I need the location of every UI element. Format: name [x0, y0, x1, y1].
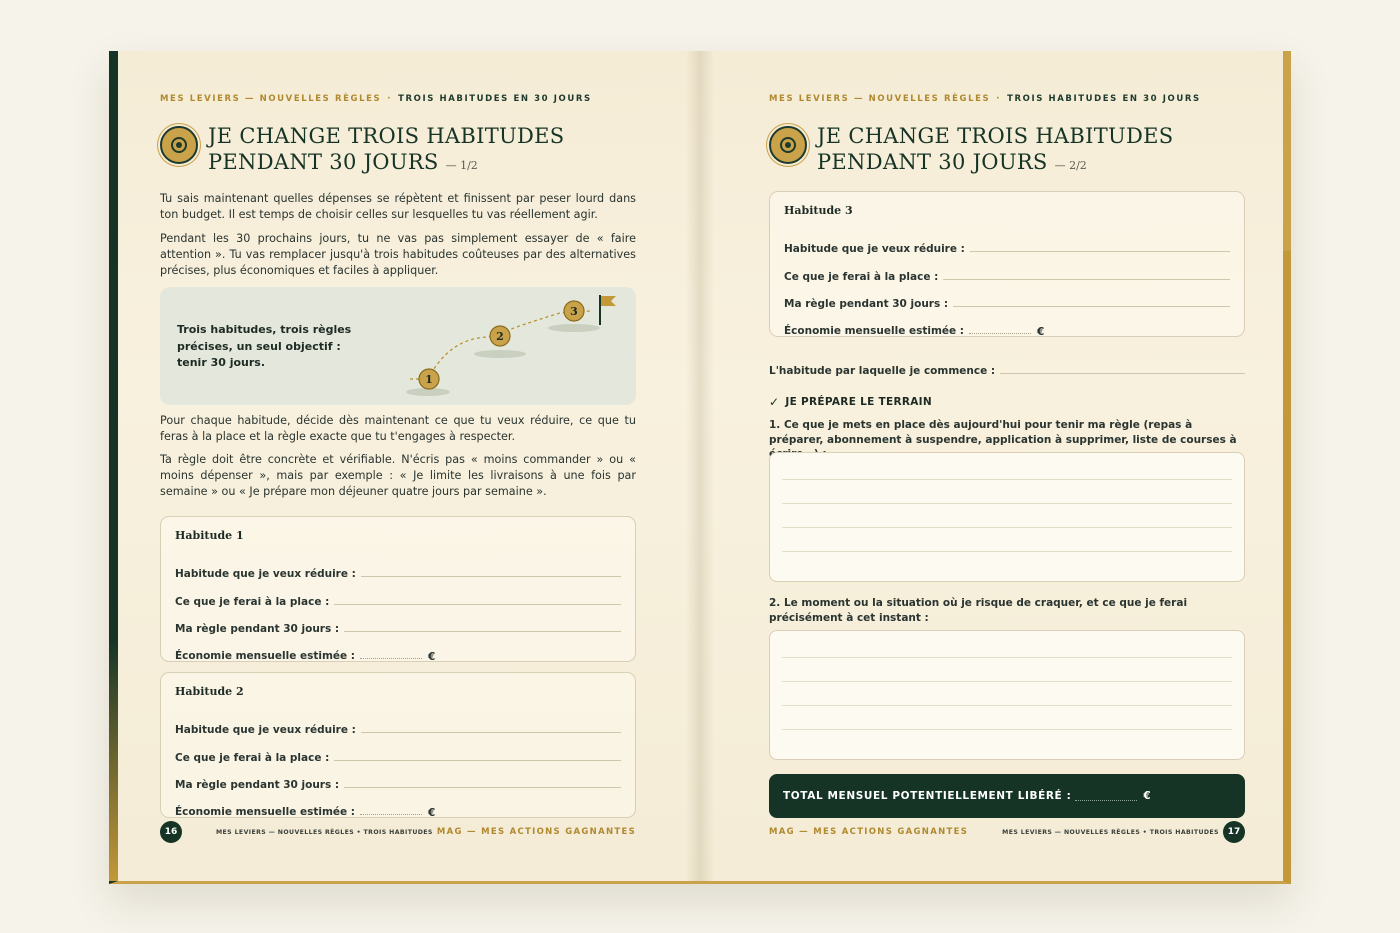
habit-rule-field[interactable]: Ma règle pendant 30 jours :	[784, 284, 1230, 311]
running-head-topic: TROIS HABITUDES EN 30 JOURS	[398, 94, 592, 104]
habit-instead-field[interactable]: Ce que je ferai à la place :	[175, 581, 621, 608]
step-3-label: 3	[570, 305, 578, 318]
spine-accent	[109, 641, 118, 881]
intro-paragraph: Tu sais maintenant quelles dépenses se répètent et finissent par peser lourd dans ton budget. Il est temps de choisir celles sur lesquelles tu vas réellement agir.	[160, 192, 636, 222]
page-fraction: — 1/2	[445, 159, 478, 172]
habit-rule-field[interactable]: Ma règle pendant 30 jours :	[175, 609, 621, 636]
habit-reduce-field[interactable]: Habitude que je veux réduire :	[175, 554, 621, 581]
question-2: 2. Le moment ou la situation où je risque de craquer, et ce que je ferai précisément à cet instant :	[769, 597, 1188, 624]
total-label: TOTAL MENSUEL POTENTIELLEMENT LIBÉRÉ :	[783, 790, 1072, 802]
habit-reduce-field[interactable]: Habitude que je veux réduire :	[175, 710, 621, 737]
page-footer	[160, 821, 636, 843]
total-currency: €	[1143, 790, 1152, 802]
habit-reduce-field[interactable]: Habitude que je veux réduire :	[784, 229, 1230, 256]
footer-magazine: MAG — MES ACTIONS GAGNANTES	[436, 827, 636, 837]
step-2-label: 2	[496, 330, 504, 343]
habit-card-title: Habitude 2	[175, 685, 244, 698]
habit-instead-field[interactable]: Ce que je ferai à la place :	[784, 256, 1230, 283]
habit-card-3	[769, 191, 1245, 337]
running-head: MES LEVIERS — NOUVELLES RÈGLES · TROIS HABITUDES EN 30 JOURS	[160, 94, 592, 104]
left-page	[109, 51, 700, 884]
book-spread	[109, 51, 1291, 884]
rule-paragraph: Ta règle doit être concrète et vérifiable. N'écris pas « moins commander » ou « moins dépenser », mais par exemple : « Je limite les livraisons à une fois par semaine » ou « Je prépare mon déjeuner quatre jours par semaine ».	[160, 453, 636, 499]
footer-section: MES LEVIERS — NOUVELLES RÈGLES • TROIS HABITUDES	[1002, 828, 1219, 836]
target-icon	[160, 126, 198, 164]
checkmark-icon: ✓	[769, 395, 780, 409]
running-head-section: MES LEVIERS — NOUVELLES RÈGLES	[160, 94, 382, 104]
running-head-topic: TROIS HABITUDES EN 30 JOURS	[1007, 94, 1201, 104]
running-head-section: MES LEVIERS — NOUVELLES RÈGLES	[769, 94, 991, 104]
page-title-block	[160, 123, 564, 179]
page-title-block	[769, 123, 1173, 179]
total-banner[interactable]	[769, 774, 1245, 818]
habit-rule-field[interactable]: Ma règle pendant 30 jours :	[175, 765, 621, 792]
question-1: 1. Ce que je mets en place dès aujourd'hui pour tenir ma règle (repas à préparer, abonnement à suspendre, application à supprimer, liste de courses à	[769, 419, 1237, 446]
page-number: 17	[1223, 821, 1245, 843]
habit-card-title: Habitude 3	[784, 204, 853, 217]
step-path-graphic	[160, 287, 636, 405]
habit-card-title: Habitude 1	[175, 529, 244, 542]
habit-saving-field[interactable]: Économie mensuelle estimée : €	[175, 650, 436, 664]
page-footer	[769, 821, 1245, 843]
illustration-caption: Trois habitudes, trois règles précises, un seul objectif : tenir 30 jours.	[177, 323, 352, 369]
spine-accent	[1283, 51, 1291, 251]
habit-card-2	[160, 672, 636, 818]
footer-section: MES LEVIERS — NOUVELLES RÈGLES • TROIS HABITUDES	[216, 828, 433, 836]
page-fraction: — 2/2	[1054, 159, 1087, 172]
instruction-paragraph: Pour chaque habitude, décide dès maintenant ce que tu veux réduire, ce que tu feras à la place et la règle exacte que tu t'engages à respecter.	[160, 414, 636, 444]
start-habit-field[interactable]: L'habitude par laquelle je commence :	[769, 354, 1245, 378]
footer-magazine: MAG — MES ACTIONS GAGNANTES	[769, 827, 969, 837]
page-number: 16	[160, 821, 182, 843]
answer-box-2[interactable]	[769, 630, 1245, 760]
page-title: JE CHANGE TROIS HABITUDES PENDANT 30 JOURS — 2/2	[817, 124, 1174, 174]
habit-saving-field[interactable]: Économie mensuelle estimée : €	[784, 325, 1045, 339]
right-page	[700, 51, 1291, 884]
habit-saving-field[interactable]: Économie mensuelle estimée : €	[175, 806, 436, 820]
target-icon	[769, 126, 807, 164]
page-title: JE CHANGE TROIS HABITUDES PENDANT 30 JOURS — 1/2	[208, 124, 565, 174]
steps-illustration	[160, 287, 636, 405]
step-1-label: 1	[425, 373, 433, 386]
habit-instead-field[interactable]: Ce que je ferai à la place :	[175, 737, 621, 764]
intro-paragraph-2: Pendant les 30 prochains jours, tu ne vas pas simplement essayer de « faire attention ». Tu vas remplacer jusqu'à trois habitudes coûteuses par des alternatives précises, plus économiques et faciles à appliquer.	[160, 232, 636, 278]
prep-heading: ✓ JE PRÉPARE LE TERRAIN	[769, 395, 932, 409]
running-head: MES LEVIERS — NOUVELLES RÈGLES · TROIS HABITUDES EN 30 JOURS	[769, 94, 1201, 104]
answer-box-1[interactable]	[769, 452, 1245, 582]
habit-card-1	[160, 516, 636, 662]
